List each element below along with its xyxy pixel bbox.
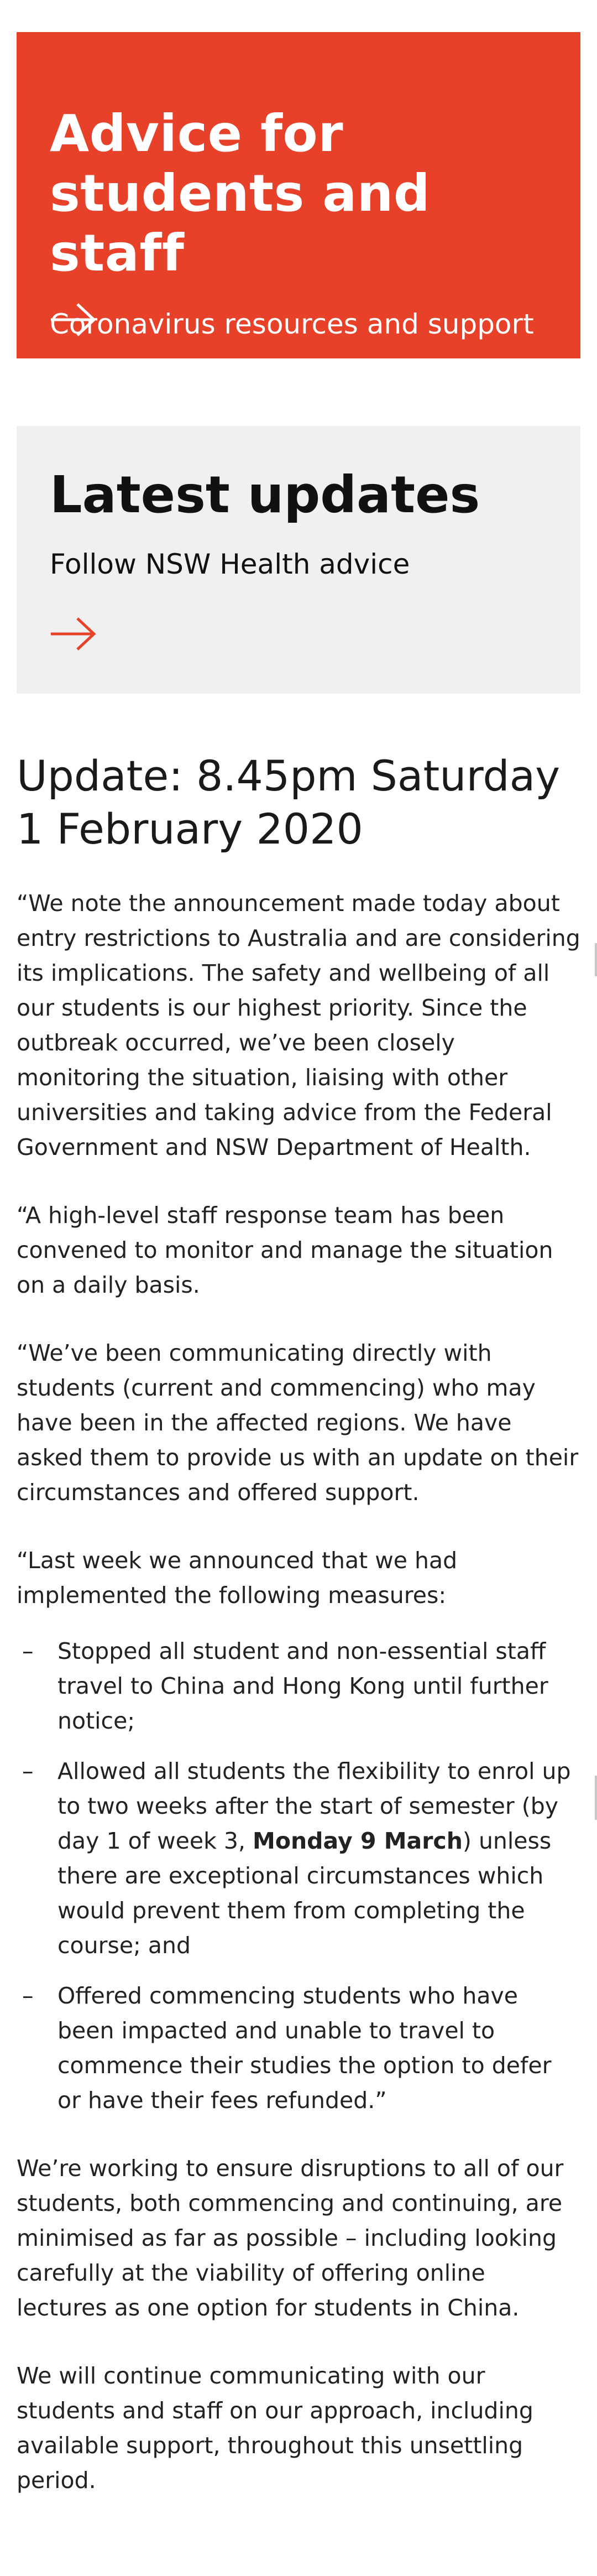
list-item	[17, 1979, 580, 2118]
latest-updates-subtitle: Follow NSW Health advice	[50, 548, 410, 580]
list-item	[17, 1754, 580, 1963]
update-heading: Update: 8.45pm Saturday 1 February 2020	[17, 751, 561, 854]
bullet-dash: –	[22, 1758, 34, 1784]
article-content	[17, 750, 580, 2531]
latest-updates-card[interactable]	[17, 426, 580, 694]
advice-card-title: Advice for students and staff	[50, 104, 431, 283]
paragraph-continue: We will continue communicating with our students and staff on our approach, including available support, throughout this unsettling period.	[17, 2362, 533, 2494]
paragraph-measures-intro: “Last week we announced that we had implemented the following measures:	[17, 1547, 458, 1609]
paragraph-disruptions: We’re working to ensure disruptions to all of our students, both commencing and continuing, are minimised as far as possible – including looking carefully at the viability of offering online lectures as one option for students in China.	[17, 2155, 564, 2321]
advice-card-subtitle: Coronavirus resources and support	[50, 308, 534, 340]
scroll-indicator	[595, 943, 597, 976]
list-item	[17, 1634, 580, 1739]
arrow-right-icon[interactable]	[50, 298, 111, 342]
paragraph-response-team: “A high-level staff response team has been convened to monitor and manage the situation on a daily basis.	[17, 1202, 553, 1298]
paragraph-announcement: “We note the announcement made today about entry restrictions to Australia and are considering its implications. The safety and wellbeing of all our students is our highest priority. Since the outbreak occurred, we’ve been closely monitoring the situation, liaising with other universities and taking advice from the Federal Government and NSW Department of Health.	[17, 890, 580, 1160]
list-item-text-start: Allowed all students the flexibility to enrol up to two weeks after the start of semester (by day 1 of week 3,	[57, 1758, 571, 1854]
bullet-dash: –	[22, 1638, 34, 1664]
list-item-text: Stopped all student and non-essential staff travel to China and Hong Kong until further notice;	[57, 1638, 548, 1734]
advice-card[interactable]	[17, 32, 580, 358]
measures-list	[17, 1634, 580, 2118]
arrow-right-icon[interactable]	[50, 612, 111, 656]
list-item-text: Offered commencing students who have been impacted and unable to travel to commence their studies the option to defer or have their fees refunded.”	[57, 1982, 552, 2114]
paragraph-communication: “We’ve been communicating directly with students (current and commencing) who may have been in the affected regions. We have asked them to provide us with an update on their circumstances and offered support.	[17, 1340, 579, 1506]
list-item-date: Monday 9 March	[253, 1828, 463, 1854]
list-item-text-end: ) unless there are exceptional circumstances which would prevent them from completing the course; and	[57, 1828, 552, 1959]
bullet-dash: –	[22, 1982, 34, 2009]
scroll-indicator	[595, 1776, 597, 1820]
latest-updates-title: Latest updates	[50, 465, 480, 524]
